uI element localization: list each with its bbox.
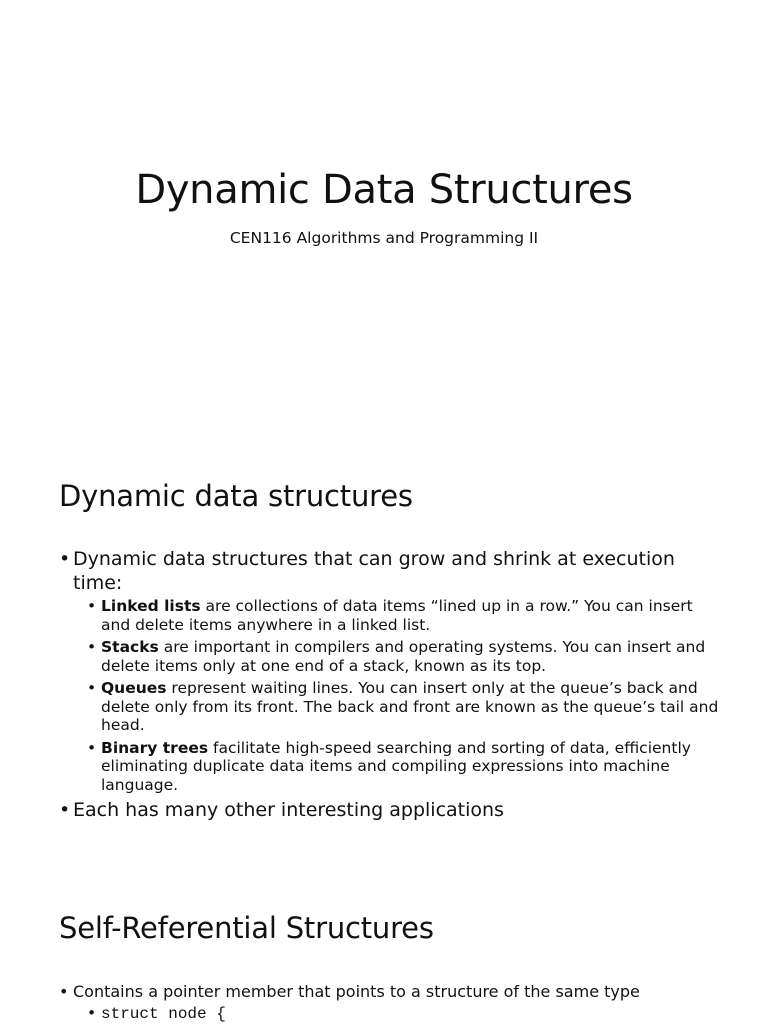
self-referential-structures-slide	[0, 864, 768, 1024]
list-item	[59, 982, 719, 1024]
bullet-icon: •	[59, 548, 71, 570]
code-snippet: struct node {	[101, 1005, 226, 1023]
list-item-queues	[73, 679, 719, 735]
term-description: facilitate high-speed searching and sorting of data, efficiently eliminating duplicate data items and compiling expressions into machine language.	[101, 738, 691, 794]
bullet-icon: •	[87, 738, 97, 757]
list-item	[59, 798, 719, 822]
sub-bullet-list	[73, 1004, 719, 1024]
bullet-list	[59, 982, 719, 1028]
bullet-icon: •	[87, 638, 97, 656]
term-description: are important in compilers and operating systems. You can insert and delete items only at one end of a stack, known as its top.	[101, 638, 706, 675]
list-item-linked-lists	[73, 597, 719, 634]
term-label: Linked lists	[101, 597, 201, 615]
bullet-list	[59, 547, 719, 822]
title-slide	[0, 0, 768, 432]
bullet-icon: •	[87, 597, 97, 615]
bullet-text: Contains a pointer member that points to a structure of the same type	[73, 982, 640, 1001]
list-item-stacks	[73, 638, 719, 675]
dynamic-data-structures-slide	[0, 432, 768, 864]
bullet-icon: •	[59, 982, 69, 1001]
bullet-text: Dynamic data structures that can grow and shrink at execution time:	[73, 548, 675, 594]
bullet-text: Each has many other interesting applications	[73, 799, 504, 821]
slide-heading: Self-Referential Structures	[59, 911, 434, 945]
term-label: Stacks	[101, 638, 159, 656]
bullet-icon: •	[59, 799, 71, 821]
list-item-binary-trees	[73, 739, 719, 795]
term-label: Queues	[101, 679, 167, 697]
bullet-icon: •	[87, 1004, 97, 1022]
bullet-icon: •	[87, 679, 97, 697]
list-item	[59, 547, 719, 794]
sub-bullet-list	[73, 597, 719, 794]
slide-heading: Dynamic data structures	[59, 479, 413, 513]
term-description: are collections of data items “lined up in a row.” You can insert and delete items anywhere in a linked list.	[101, 597, 693, 634]
term-description: represent waiting lines. You can insert only at the queue’s back and delete only from its front. The back and front are known as the queue’s tail and head.	[101, 679, 719, 734]
presentation-subtitle: CEN116 Algorithms and Programming II	[229, 229, 539, 247]
list-item-code	[73, 1004, 719, 1024]
term-label: Binary trees	[101, 738, 209, 757]
presentation-title: Dynamic Data Structures	[135, 167, 633, 213]
